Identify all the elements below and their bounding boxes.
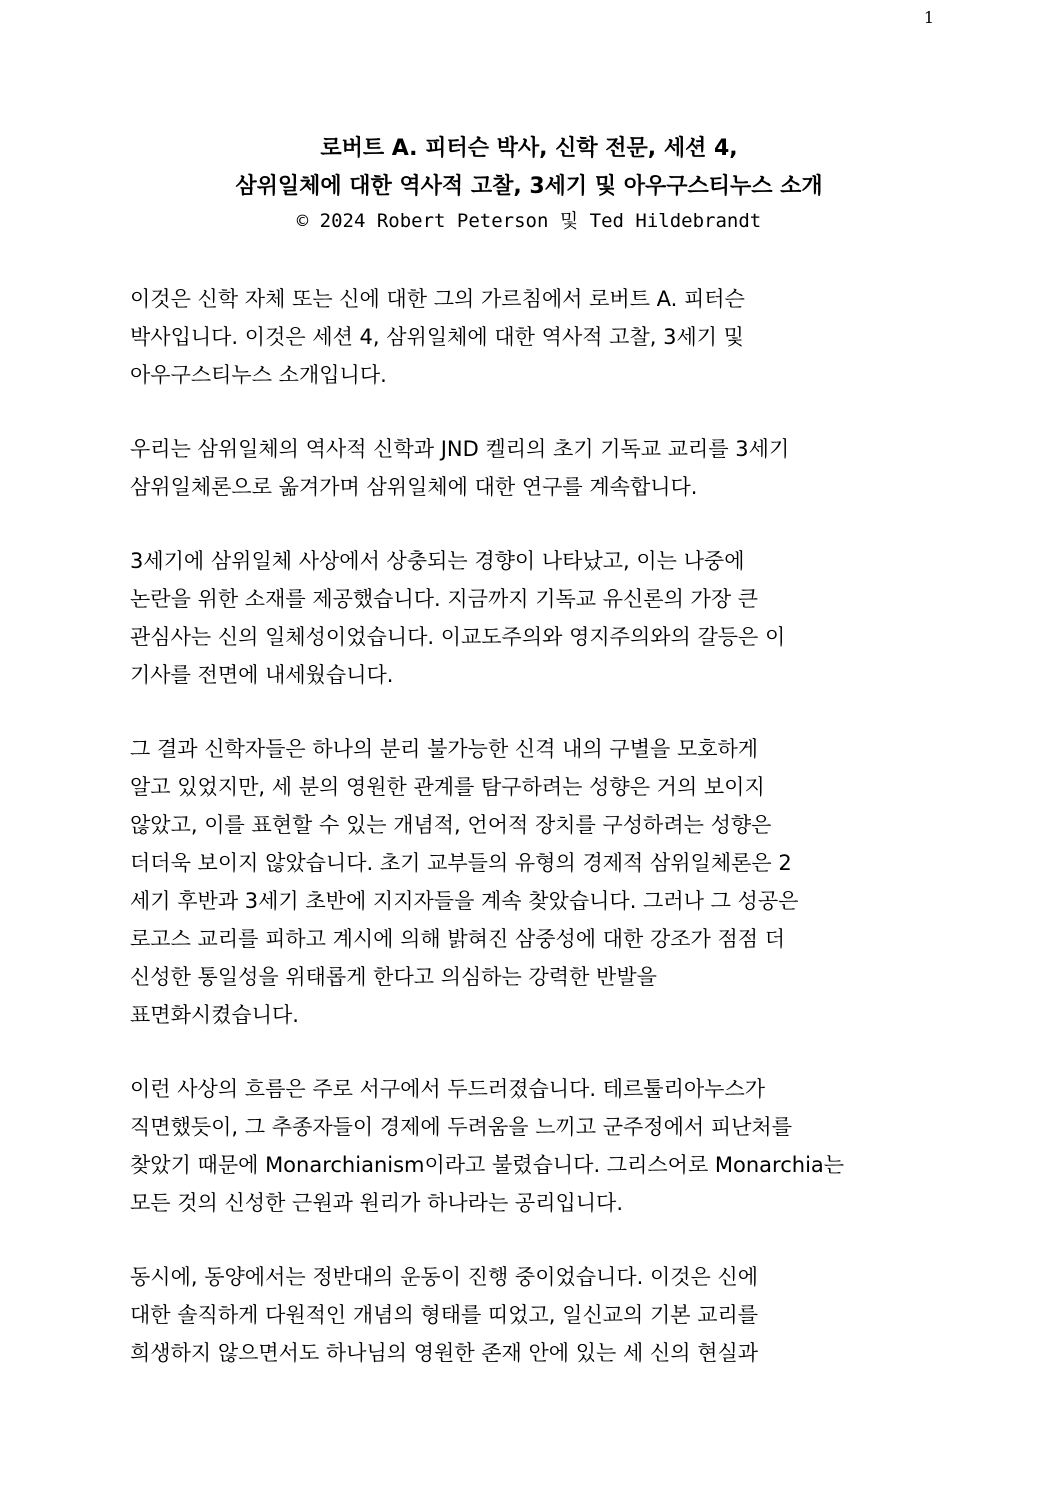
- paragraph-line: 대한 솔직하게 다원적인 개념의 형태를 띠었고, 일신교의 기본 교리를: [130, 1303, 759, 1327]
- paragraph-line: 그 결과 신학자들은 하나의 분리 불가능한 신격 내의 구별을 모호하게: [130, 737, 759, 761]
- document-body: [130, 280, 930, 1408]
- paragraph-line: 찾았기 때문에 Monarchianism이라고 불렸습니다. 그리스어로 Monarchia는: [130, 1153, 845, 1177]
- paragraph-line: 알고 있었지만, 세 분의 영원한 관계를 탐구하려는 성향은 거의 보이지: [130, 775, 765, 799]
- paragraph-line: 희생하지 않으면서도 하나님의 영원한 존재 안에 있는 세 신의 현실과: [130, 1341, 759, 1365]
- document-title-line-2: 삼위일체에 대한 역사적 고찰, 3세기 및 아우구스티누스 소개: [235, 174, 823, 199]
- paragraph-line: 모든 것의 신성한 근원과 원리가 하나라는 공리입니다.: [130, 1191, 624, 1215]
- paragraph: [130, 430, 930, 506]
- paragraph: [130, 542, 930, 694]
- paragraph-line: 우리는 삼위일체의 역사적 신학과 JND 켈리의 초기 기독교 교리를 3세기: [130, 437, 790, 461]
- paragraph-line: 이런 사상의 흐름은 주로 서구에서 두드러졌습니다. 테르툴리아누스가: [130, 1077, 766, 1101]
- paragraph: [130, 1258, 930, 1372]
- paragraph: [130, 730, 930, 1034]
- paragraph-line: 않았고, 이를 표현할 수 있는 개념적, 언어적 장치를 구성하려는 성향은: [130, 813, 772, 837]
- paragraph-line: 직면했듯이, 그 추종자들이 경제에 두려움을 느끼고 군주정에서 피난처를: [130, 1115, 792, 1139]
- copyright-notice: © 2024 Robert Peterson 및 Ted Hildebrandt: [296, 210, 762, 232]
- paragraph-line: 기사를 전면에 내세웠습니다.: [130, 663, 394, 687]
- paragraph-line: 박사입니다. 이것은 세션 4, 삼위일체에 대한 역사적 고찰, 3세기 및: [130, 325, 744, 349]
- paragraph-line: 세기 후반과 3세기 초반에 지지자들을 계속 찾았습니다. 그러나 그 성공은: [130, 889, 799, 913]
- paragraph-line: 더더욱 보이지 않았습니다. 초기 교부들의 유형의 경제적 삼위일체론은 2: [130, 851, 792, 875]
- paragraph-line: 표면화시켰습니다.: [130, 1003, 299, 1027]
- paragraph-line: 신성한 통일성을 위태롭게 한다고 의심하는 강력한 반발을: [130, 965, 657, 989]
- paragraph-line: 동시에, 동양에서는 정반대의 운동이 진행 중이었습니다. 이것은 신에: [130, 1265, 759, 1289]
- paragraph: [130, 1070, 930, 1222]
- paragraph-line: 로고스 교리를 피하고 계시에 의해 밝혀진 삼중성에 대한 강조가 점점 더: [130, 927, 786, 951]
- paragraph-line: 삼위일체론으로 옮겨가며 삼위일체에 대한 연구를 계속합니다.: [130, 475, 698, 499]
- paragraph-line: 논란을 위한 소재를 제공했습니다. 지금까지 기독교 유신론의 가장 큰: [130, 587, 759, 611]
- paragraph-line: 이것은 신학 자체 또는 신에 대한 그의 가르침에서 로버트 A. 피터슨: [130, 287, 745, 311]
- document-title-line-1: 로버트 A. 피터슨 박사, 신학 전문, 세션 4,: [320, 136, 738, 161]
- paragraph-line: 3세기에 삼위일체 사상에서 상충되는 경향이 나타났고, 이는 나중에: [130, 549, 745, 573]
- page-number: 1: [923, 8, 934, 27]
- paragraph-line: 아우구스티누스 소개입니다.: [130, 363, 387, 387]
- document-header: [0, 130, 1058, 236]
- paragraph: [130, 280, 930, 394]
- paragraph-line: 관심사는 신의 일체성이었습니다. 이교도주의와 영지주의와의 갈등은 이: [130, 625, 786, 649]
